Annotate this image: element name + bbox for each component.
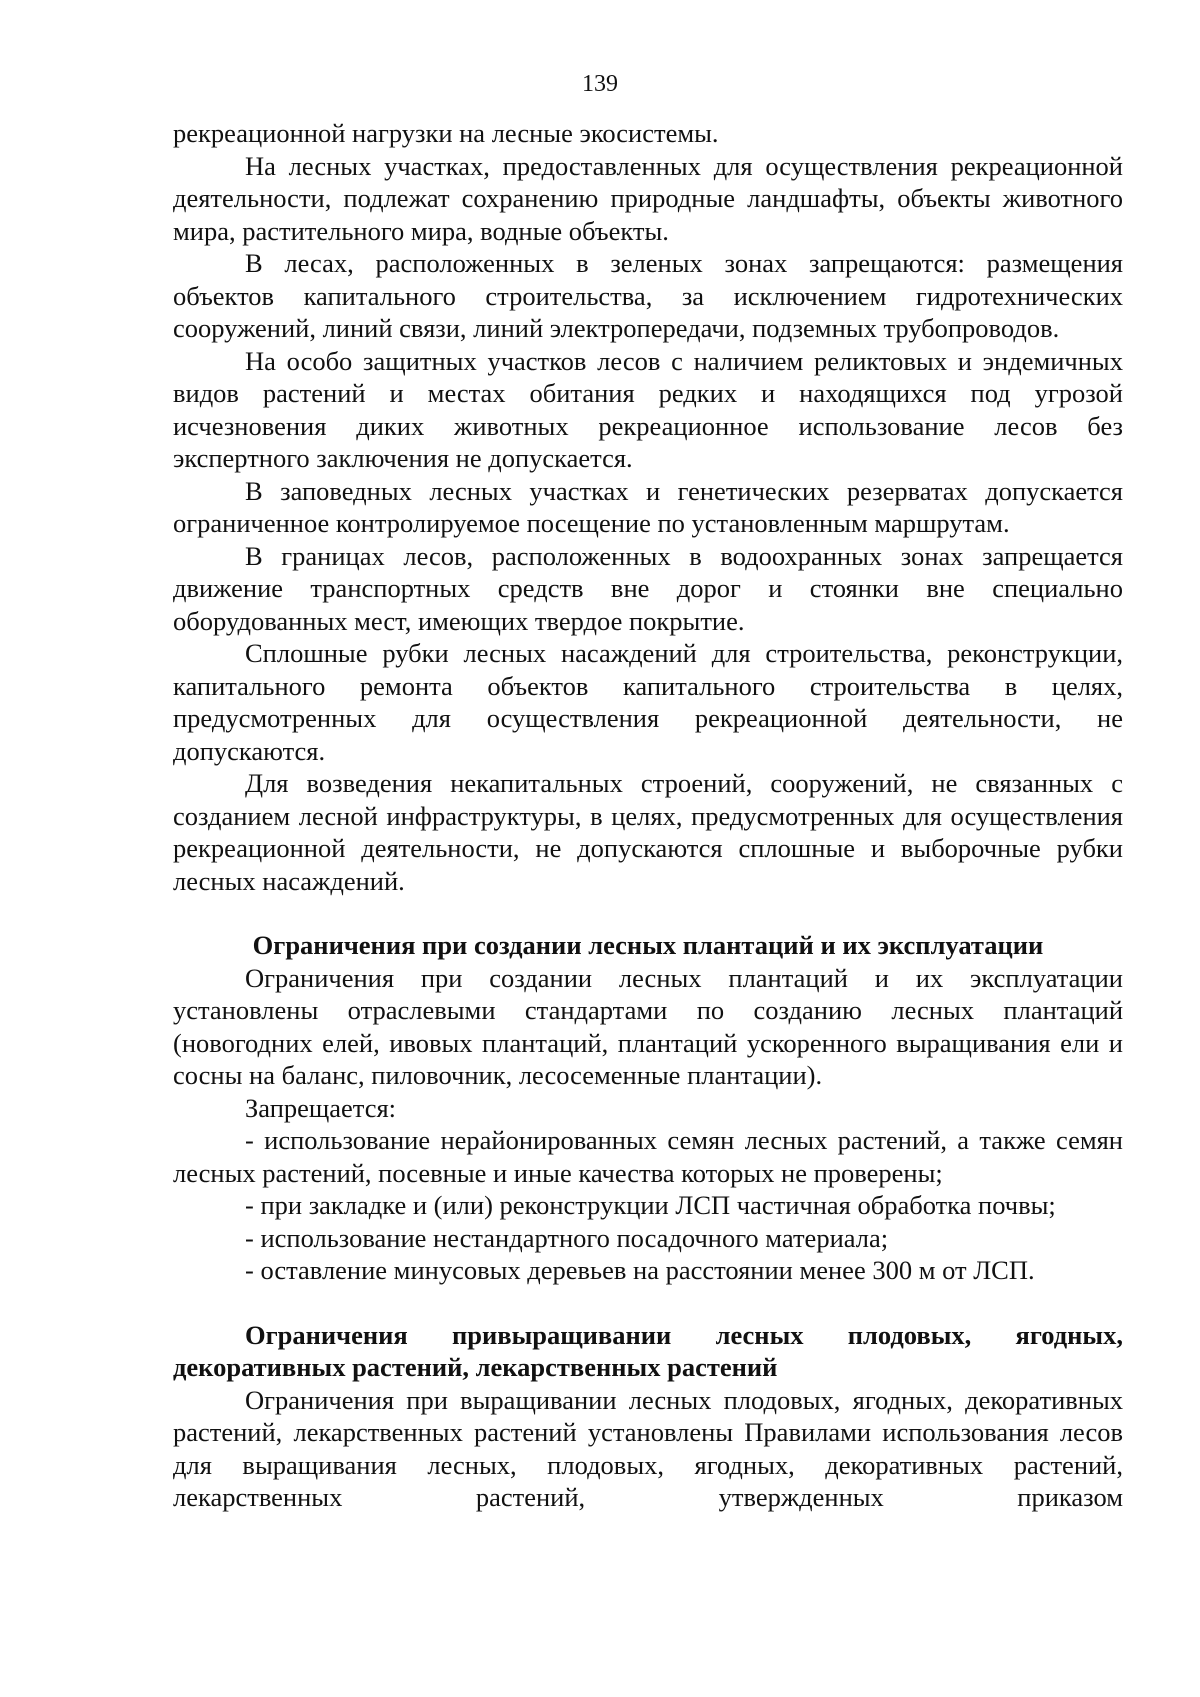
paragraph: Ограничения при создании лесных плантаций и их эксплуатации установлены отраслевыми стандартами по созданию лесных плантаций (новогодних елей, ивовых плантаций, плантаций ускоренного выращивания ели и сосны на баланс, пиловочник, лесосеменные плантации). <box>173 962 1123 1090</box>
document-body <box>173 117 1123 1514</box>
paragraph: Ограничения при выращивании лесных плодовых, ягодных, декоративных растений, лекарственных растений установлены Правилами использования лесов для выращивания лесных, плодовых, ягодных, декоративных растений, лекарственных растений, утвержденных приказом <box>173 1384 1123 1512</box>
paragraph: В границах лесов, расположенных в водоохранных зонах запрещается движение транспортных средств вне дорог и стоянки вне специально оборудованных мест, имеющих твердое покрытие. <box>173 540 1123 636</box>
list-item: - использование нерайонированных семян лесных растений, а также семян лесных растений, посевные и иные качества которых не проверены; <box>173 1125 1123 1188</box>
paragraph: рекреационной нагрузки на лесные экосистемы. <box>173 118 719 148</box>
paragraph: В заповедных лесных участках и генетических резерватах допускается ограниченное контролируемое посещение по установленным маршрутам. <box>173 475 1123 538</box>
paragraph: Сплошные рубки лесных насаждений для строительства, реконструкции, капитального ремонта объектов капитального строительства в целях, предусмотренных для осуществления рекреационной деятельности, не допускаются. <box>173 638 1123 766</box>
paragraph: На лесных участках, предоставленных для осуществления рекреационной деятельности, подлежат сохранению природные ландшафты, объекты животного мира, растительного мира, водные объекты. <box>173 150 1123 246</box>
section-heading: Ограничения привыращивании лесных плодовых, ягодных, декоративных растений, лекарственных растений <box>173 1319 1123 1382</box>
paragraph: На особо защитных участков лесов с наличием реликтовых и эндемичных видов растений и местах обитания редких и находящихся под угрозой исчезновения диких животных рекреационное использование лесов без экспертного заключения не допускается. <box>173 345 1123 473</box>
list-item: - оставление минусовых деревьев на расстоянии менее 300 м от ЛСП. <box>245 1255 1035 1285</box>
list-item: - использование нестандартного посадочного материала; <box>245 1222 889 1253</box>
paragraph: Запрещается: <box>245 1092 397 1123</box>
section-heading: Ограничения при создании лесных плантаций и их эксплуатации <box>252 930 1044 960</box>
page-number: 139 <box>582 71 618 97</box>
paragraph: В лесах, расположенных в зеленых зонах запрещаются: размещения объектов капитального строительства, за исключением гидротехнических сооружений, линий связи, линий электропередачи, подземных трубопроводов. <box>173 248 1123 343</box>
list-item: - при закладке и (или) реконструкции ЛСП частичная обработка почвы; <box>245 1190 1056 1220</box>
paragraph: Для возведения некапитальных строений, сооружений, не связанных с созданием лесной инфраструктуры, в целях, предусмотренных для осуществления рекреационной деятельности, не допускаются сплошные и выборочные рубки лесных насаждений. <box>173 768 1123 896</box>
